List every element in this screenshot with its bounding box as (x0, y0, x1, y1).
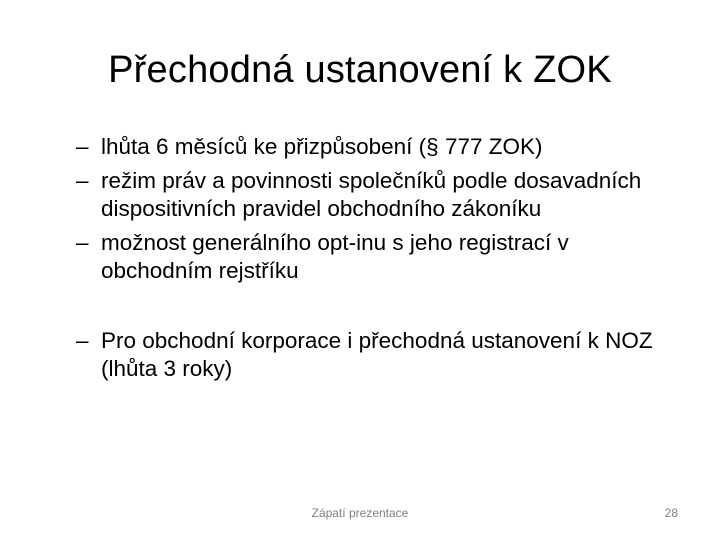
bullet-text: možnost generálního opt-inu s jeho registrací v obchodním rejstříku (101, 230, 569, 283)
bullet-item (76, 133, 686, 161)
slide-footer: Zápatí prezentace (311, 506, 409, 520)
bullet-item (76, 327, 686, 383)
bullet-marker: – (76, 168, 89, 193)
bullet-item (76, 167, 686, 223)
page-number: 28 (664, 506, 678, 520)
bullet-text: lhůta 6 měsíců ke přizpůsobení (§ 777 ZOK) (101, 134, 543, 159)
bullet-marker: – (76, 230, 89, 255)
slide-title: Přechodná ustanovení k ZOK (108, 49, 612, 91)
bullet-item (76, 229, 686, 285)
bullet-marker: – (76, 328, 89, 353)
bullet-text: režim práv a povinnosti společníků podle dosavadních dispositivních pravidel obchodního zákoníku (101, 168, 642, 221)
bullet-marker: – (76, 134, 89, 159)
bullet-list (76, 133, 686, 389)
bullet-text: Pro obchodní korporace i přechodná ustanovení k NOZ (lhůta 3 roky) (101, 328, 653, 381)
